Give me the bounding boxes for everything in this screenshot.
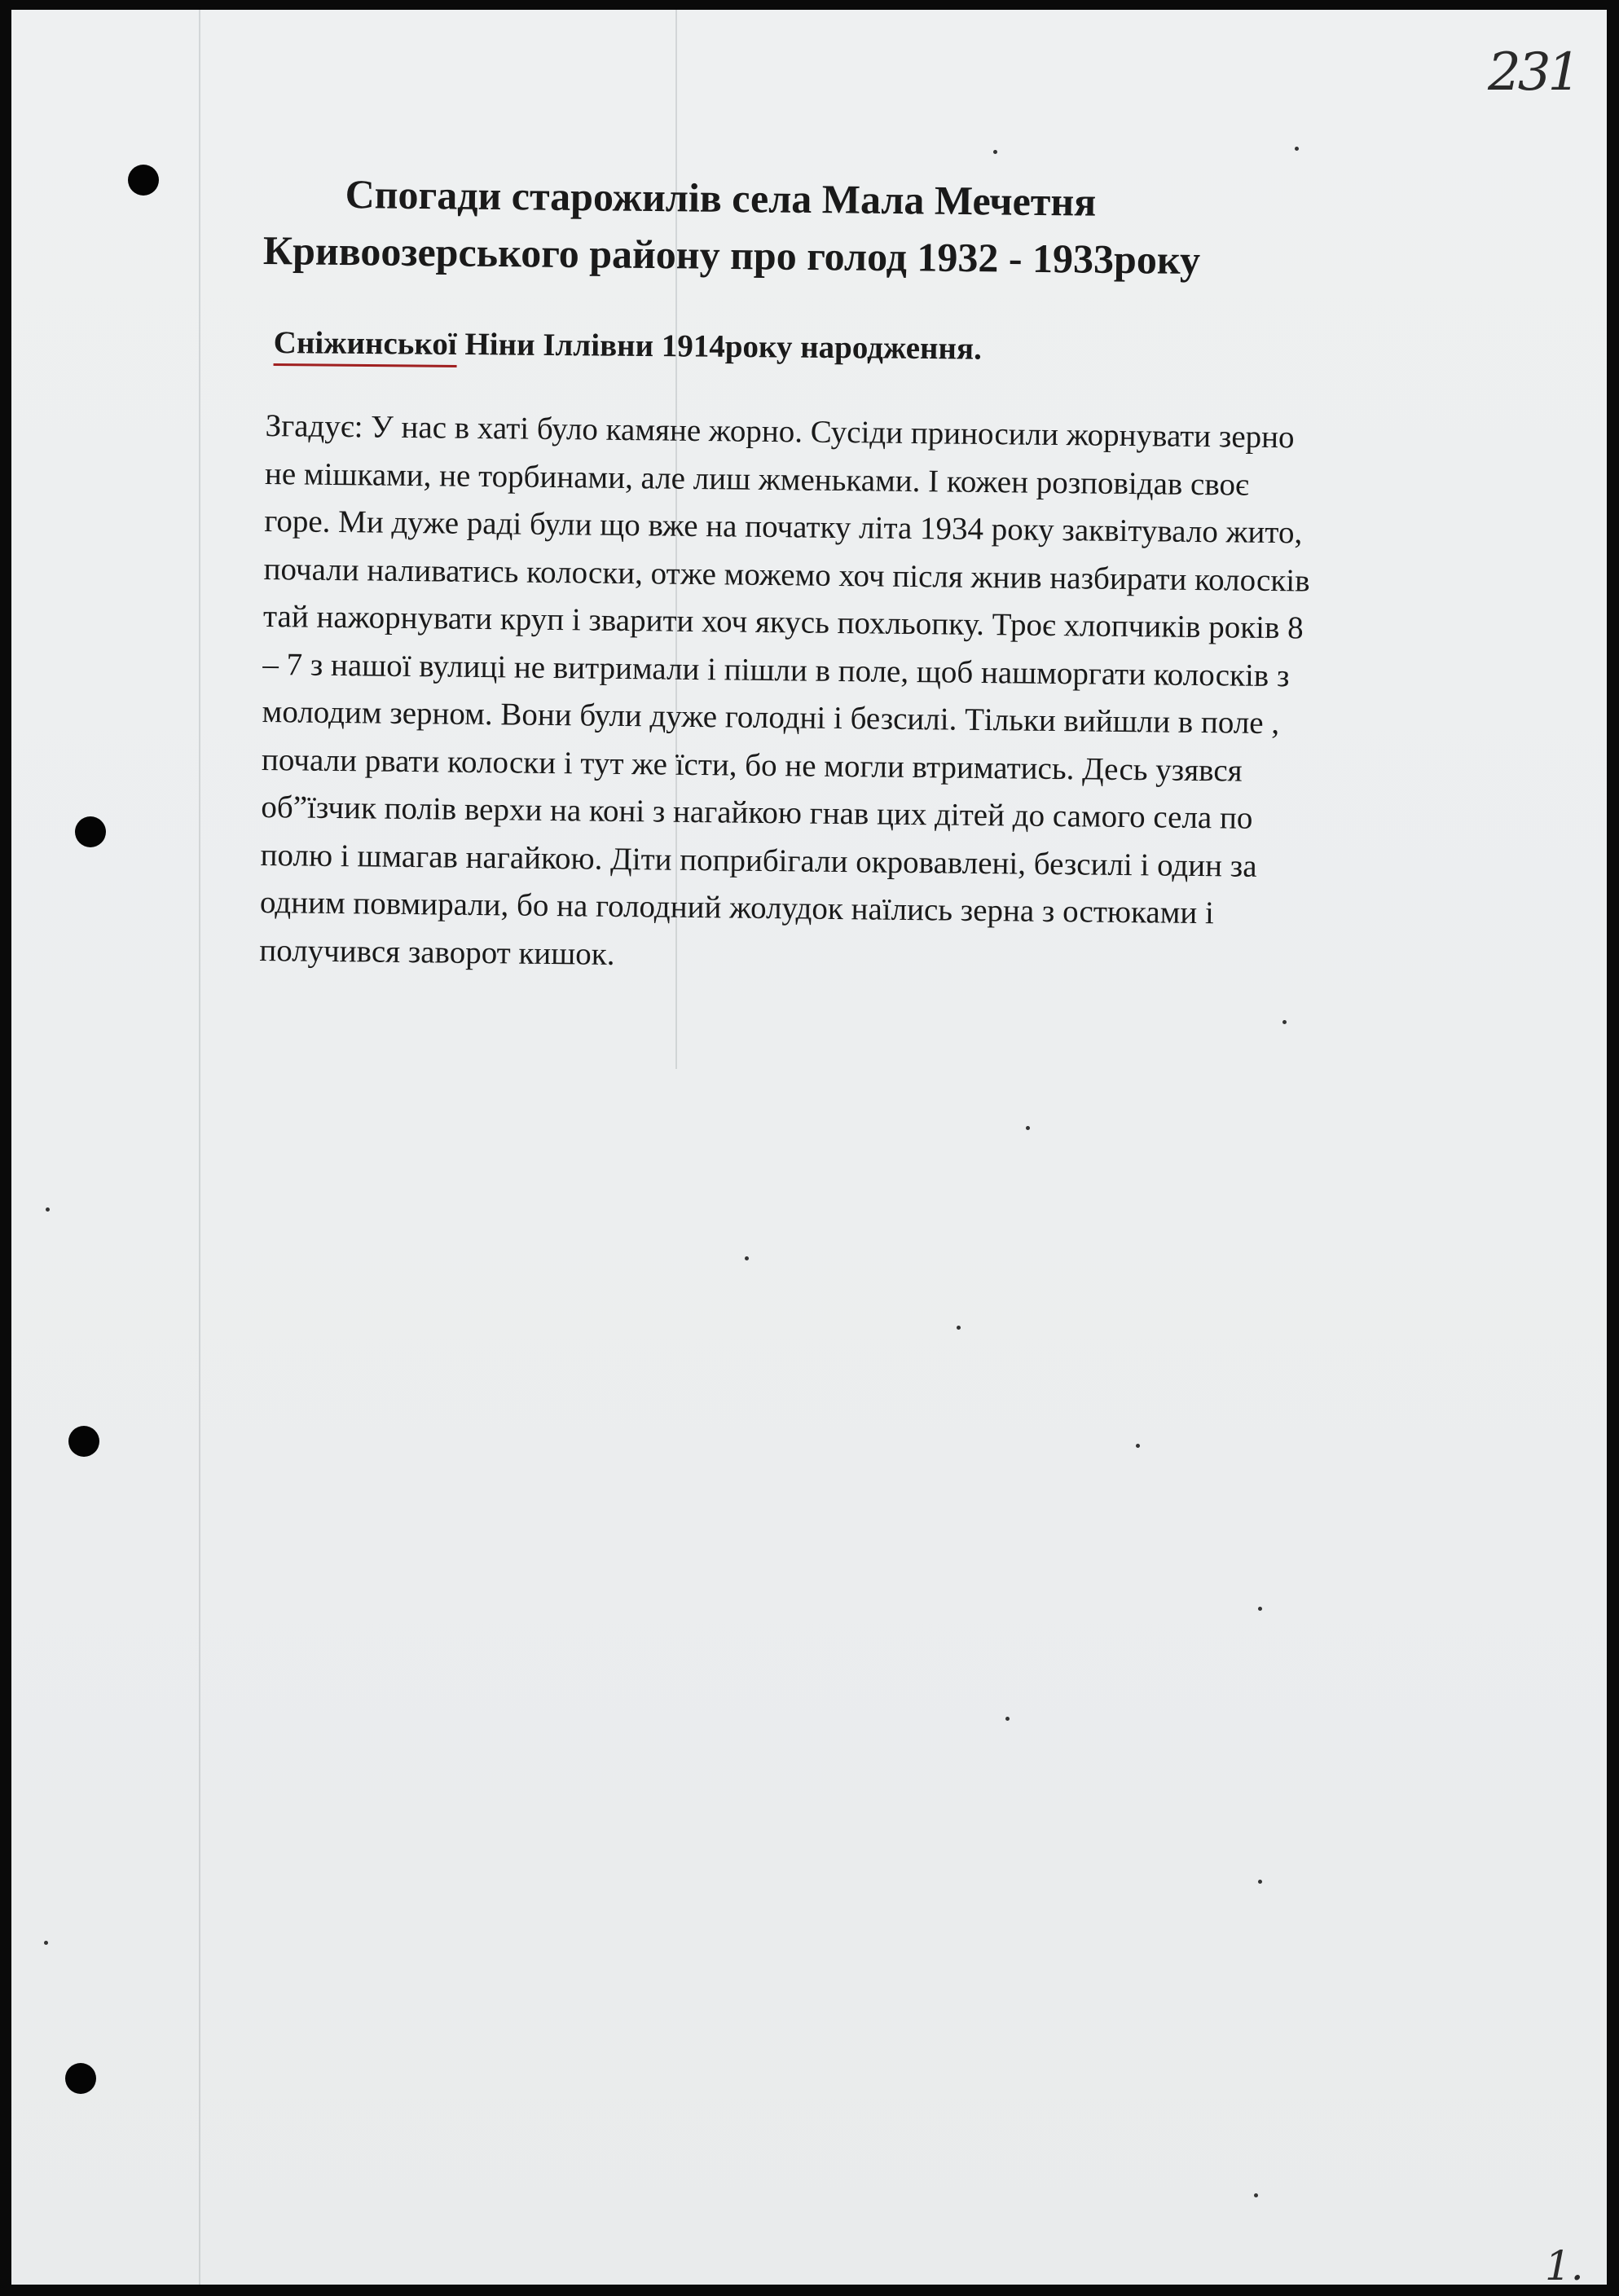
title-line: Спогади старожилів села Мала Мечетня [345, 171, 1097, 225]
title-line: Кривоозерського району про голод 1932 - 1933року [262, 227, 1201, 284]
text-line: – 7 з нашої вулиці не витримали і пішли в поле, щоб нашморгати колосків з [262, 646, 1290, 693]
text-line: тай нажорнувати круп і зварити хоч якусь похльопку. Троє хлопчиків років 8 [262, 598, 1304, 646]
punch-hole [75, 816, 106, 847]
witness-surname: Сніжинської [274, 325, 457, 367]
speck [1026, 1126, 1030, 1130]
text-line: полю і шмагав нагайкою. Діти поприбігали окровавлені, безсилі і один за [260, 837, 1257, 884]
document-page [11, 10, 1607, 2285]
text-line: почали наливатись колоски, отже можемо хоч після жнив назбирати колосків [263, 551, 1310, 599]
text-line: горе. Ми дуже раді були що вже на початку літа 1934 року заквітувало жито, [264, 503, 1303, 551]
punch-hole [128, 165, 159, 196]
speck [44, 1941, 48, 1945]
speck [46, 1207, 50, 1212]
handwritten-page-number: 231 [1488, 42, 1578, 103]
document-title [263, 165, 1486, 292]
speck [1005, 1717, 1010, 1721]
text-line: молодим зерном. Вони були дуже голодні і безсилі. Тільки вийшли в поле , [262, 693, 1280, 741]
witness-details: Ніни Іллівни 1914року народження. [456, 326, 983, 367]
speck [1136, 1444, 1140, 1448]
speck [1254, 2193, 1258, 2197]
text-line: получився заворот кишок. [259, 932, 615, 972]
witness-line [274, 323, 982, 370]
speck [1282, 1020, 1287, 1024]
speck [1295, 147, 1299, 151]
speck [993, 150, 997, 154]
testimony-text [259, 402, 1553, 989]
text-line: об”їзчик полів верхи на коні з нагайкою гнав цих дітей до самого села по [261, 789, 1253, 836]
text-line: не мішками, не торбинами, але лиш жменьками. І кожен розповідав своє [264, 455, 1250, 503]
punch-hole [65, 2063, 96, 2094]
speck [1258, 1880, 1262, 1884]
punch-hole [68, 1426, 99, 1457]
fold-line [199, 10, 200, 2285]
speck [957, 1326, 961, 1330]
text-line: почали рвати колоски і тут же їсти, бо не могли втриматись. Десь узявся [261, 741, 1243, 789]
text-line: одним повмирали, бо на голодний жолудок наїлись зерна з остюками і [259, 884, 1215, 931]
speck [745, 1256, 749, 1260]
text-line: Згадує: У нас в хаті було камяне жорно. Сусіди приносили жорнувати зерно [265, 407, 1295, 455]
handwritten-sheet-number: 1. [1545, 2242, 1584, 2285]
speck [1258, 1607, 1262, 1611]
